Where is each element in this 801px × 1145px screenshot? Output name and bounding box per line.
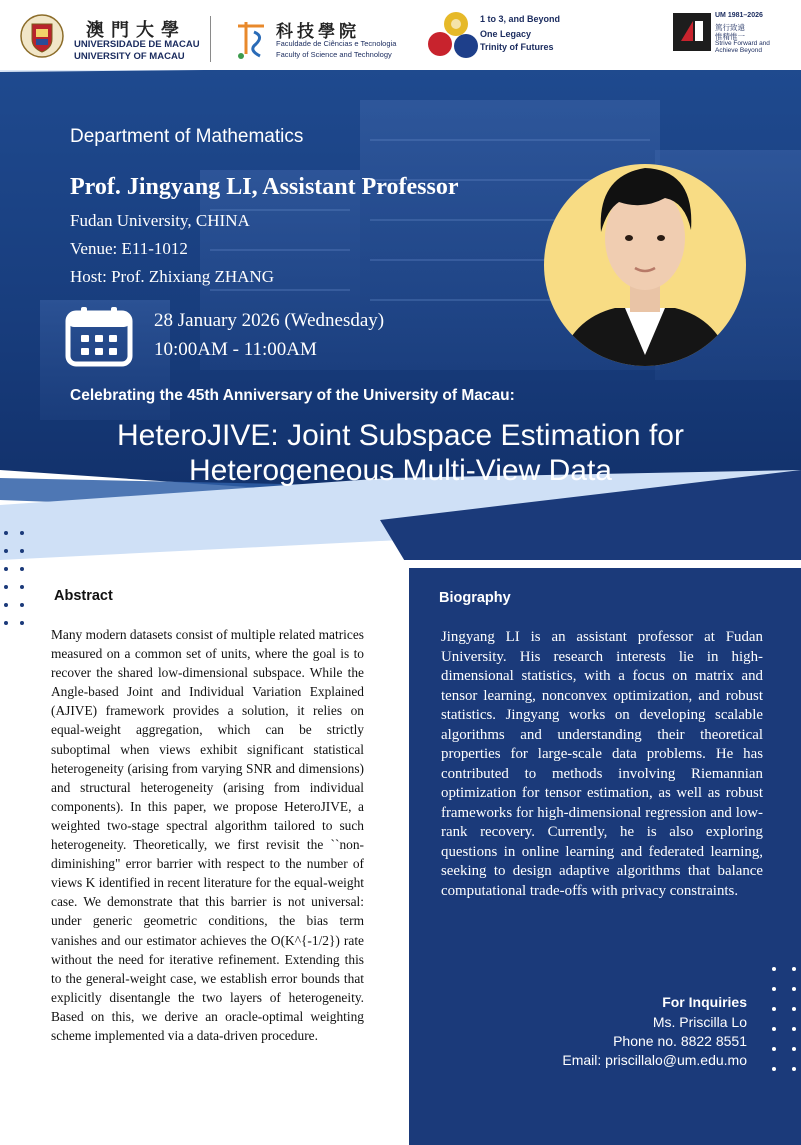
speaker-name: Prof. Jingyang LI, Assistant Professor [70, 174, 459, 200]
biography-heading: Biography [439, 590, 511, 606]
talk-title-line-2: Heterogeneous Multi-View Data [188, 454, 612, 487]
dot-grid-right [768, 964, 801, 1074]
inquiries-heading: For Inquiries [662, 994, 747, 1010]
um45-motto-en-1: Strive Forward and [715, 40, 770, 47]
um45-logo-icon [673, 13, 711, 51]
host-text: Host: Prof. Zhixiang ZHANG [70, 267, 274, 286]
department-name: Department of Mathematics [70, 126, 304, 147]
um45-motto-cn-1: 篤行致遠 [715, 23, 745, 32]
fst-logo-icon [234, 18, 268, 64]
inquiries-email[interactable]: Email: priscillalo@um.edu.mo [562, 1052, 747, 1068]
fst-name-portuguese: Faculdade de Ciências e Tecnologia [276, 39, 397, 48]
speaker-portrait [535, 140, 755, 380]
fst-name-english: Faculty of Science and Technology [276, 50, 392, 59]
anniversary-logo-icon [426, 8, 482, 64]
talk-title [0, 418, 801, 488]
anniversary-line-2: One Legacy [480, 29, 532, 39]
um-name-english: UNIVERSITY OF MACAU [74, 51, 185, 62]
abstract-text: Many modern datasets consist of multiple related matrices measured on a common set of units, where the goal is to recover the shared low-dimensional subspace. While the Angle-based Joint and Individual Variation Explained (AJIVE) framework provides a solution, it relies on equal-weight aggregation, which can be strictly suboptimal when views exhibit significant statistical heterogeneity (arising from varying SNR and dimensions) and structural heterogeneity (arising from individual components). In this paper, we propose HeteroJIVE, a weighted two-stage spectral algorithm tailored to such heterogeneity. Theoretically, we first revisit the ``non-diminishing" error barrier with respect to the number of views K identified in recent literature for the equal-weight case. We demonstrate that this barrier is not universal: under generic geometric conditions, the bias term vanishes and our estimator achieves the O(K^{-1/2}) rate without the need for iterative refinement. Extending this to the general-weight case, we establish error bounds that explicitly disentangle the two layers of heterogeneity. Based on this, we derive an oracle-optimal weighting scheme implemented via a data-driven procedure. [51, 627, 364, 1043]
um-name-portuguese: UNIVERSIDADE DE MACAU [74, 39, 200, 50]
inquiries-contact-name: Ms. Priscilla Lo [652, 1014, 747, 1030]
header-divider [210, 16, 211, 62]
biography-text: Jingyang LI is an assistant professor at Fudan University. His research interests lie in high-dimensional statistics, with a focus on matrix and tensor learning, nonconvex optimization, and robust statistics. Jingyang works on developing scalable algorithms and understanding their theoretical properties for large-scale data problems. He has contributed to methods involving Riemannian optimization for tensor estimation, as well as robust frameworks for high-dimensional regression and low-rank recovery. Currently, he is also exploring questions in online learning and federated learning, seeking to design adaptive algorithms that balance computational trade-offs with privacy constraints. [441, 629, 763, 899]
abstract-heading: Abstract [54, 588, 113, 604]
um45-motto-en-2: Achieve Beyond [715, 47, 762, 54]
anniversary-line-3: Trinity of Futures [480, 42, 554, 52]
inquiries-phone: Phone no. 8822 8551 [613, 1033, 747, 1049]
header-logo-strip [0, 0, 801, 70]
anniversary-line-1: 1 to 3, and Beyond [480, 14, 561, 24]
calendar-icon [65, 305, 133, 367]
talk-title-line-1: HeteroJIVE: Joint Subspace Estimation for [117, 419, 684, 452]
celebration-banner: Celebrating the 45th Anniversary of the University of Macau: [70, 387, 515, 404]
fst-name-chinese: 科技學院 [276, 22, 360, 42]
um-name-chinese: 澳門大學 [86, 20, 186, 41]
event-time: 10:00AM - 11:00AM [154, 339, 317, 360]
event-date: 28 January 2026 (Wednesday) [154, 310, 385, 331]
dot-grid-left [0, 528, 30, 628]
speaker-affiliation: Fudan University, CHINA [70, 211, 250, 230]
venue-text: Venue: E11-1012 [70, 239, 188, 258]
um45-years: UM 1981–2026 [715, 12, 763, 19]
um45-motto-cn-2: 惟精惟一 [715, 32, 745, 41]
um-crest-icon [20, 14, 64, 58]
